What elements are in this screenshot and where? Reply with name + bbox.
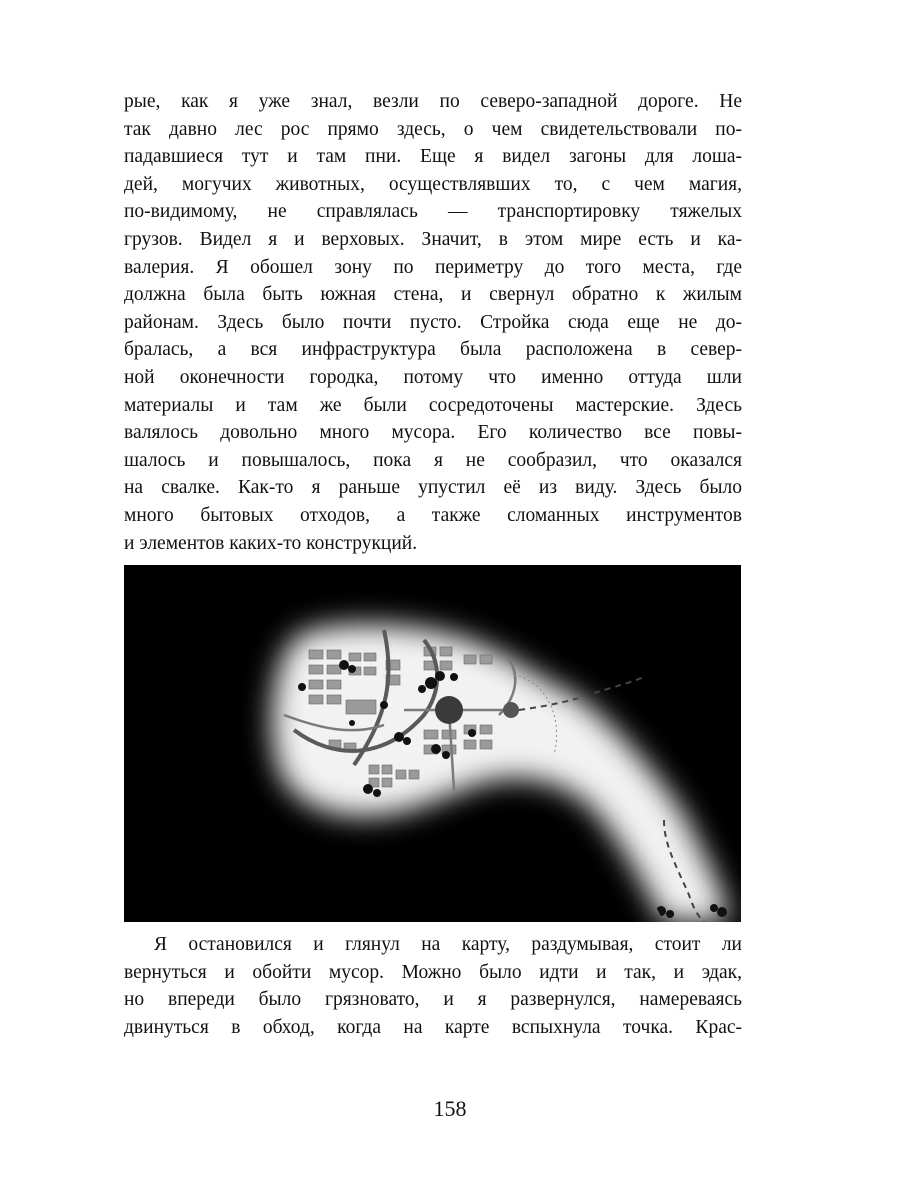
paragraph-2 [124,931,742,1041]
text-line: падавшиеся тут и там пни. Еще я видел загоны для лоша- [124,146,742,168]
text-line: Я остановился и глянул на карту, раздумывая, стоит ли [154,934,742,955]
text-line: вернуться и обойти мусор. Можно было идти и так, и эдак, [124,961,742,983]
text-line: валерия. Я обошел зону по периметру до того места, где [124,256,742,278]
map-illustration [124,565,741,922]
text-line: бралась, а вся инфраструктура была расположена в север- [124,339,742,361]
text-line: так давно лес рос прямо здесь, о чем свидетельствовали по- [124,118,742,140]
paragraph-1 [124,88,742,557]
text-line: материалы и там же были сосредоточены мастерские. Здесь [124,394,742,416]
text-line: должна была быть южная стена, и свернул обратно к жилым [124,284,742,306]
text-line: рые, как я уже знал, везли по северо-западной дороге. Не [124,91,742,112]
text-line: на свалке. Как-то я раньше упустил её из виду. Здесь было [124,477,742,499]
text-line: грузов. Видел я и верховых. Значит, в этом мире есть и ка- [124,228,742,250]
text-line: шалось и повышалось, пока я не сообразил, что оказался [124,449,742,471]
page-number: 158 [433,1096,467,1121]
text-line: и элементов каких-то конструкций. [124,532,418,554]
text-line: двинуться в обход, когда на карте вспыхнула точка. Крас- [124,1016,742,1038]
text-line: по-видимому, не справлялась — транспортировку тяжелых [124,201,742,223]
text-line: но впереди было грязновато, и я развернулся, намереваясь [124,989,742,1011]
text-line: много бытовых отходов, а также сломанных инструментов [124,504,742,526]
text-line: ной оконечности городка, потому что именно оттуда шли [124,366,742,388]
text-line: дей, могучих животных, осуществлявших то, с чем магия, [124,173,742,195]
text-line: районам. Здесь было почти пусто. Стройка сюда еще не до- [124,311,742,333]
text-line: валялось довольно много мусора. Его количество все повы- [124,422,742,444]
